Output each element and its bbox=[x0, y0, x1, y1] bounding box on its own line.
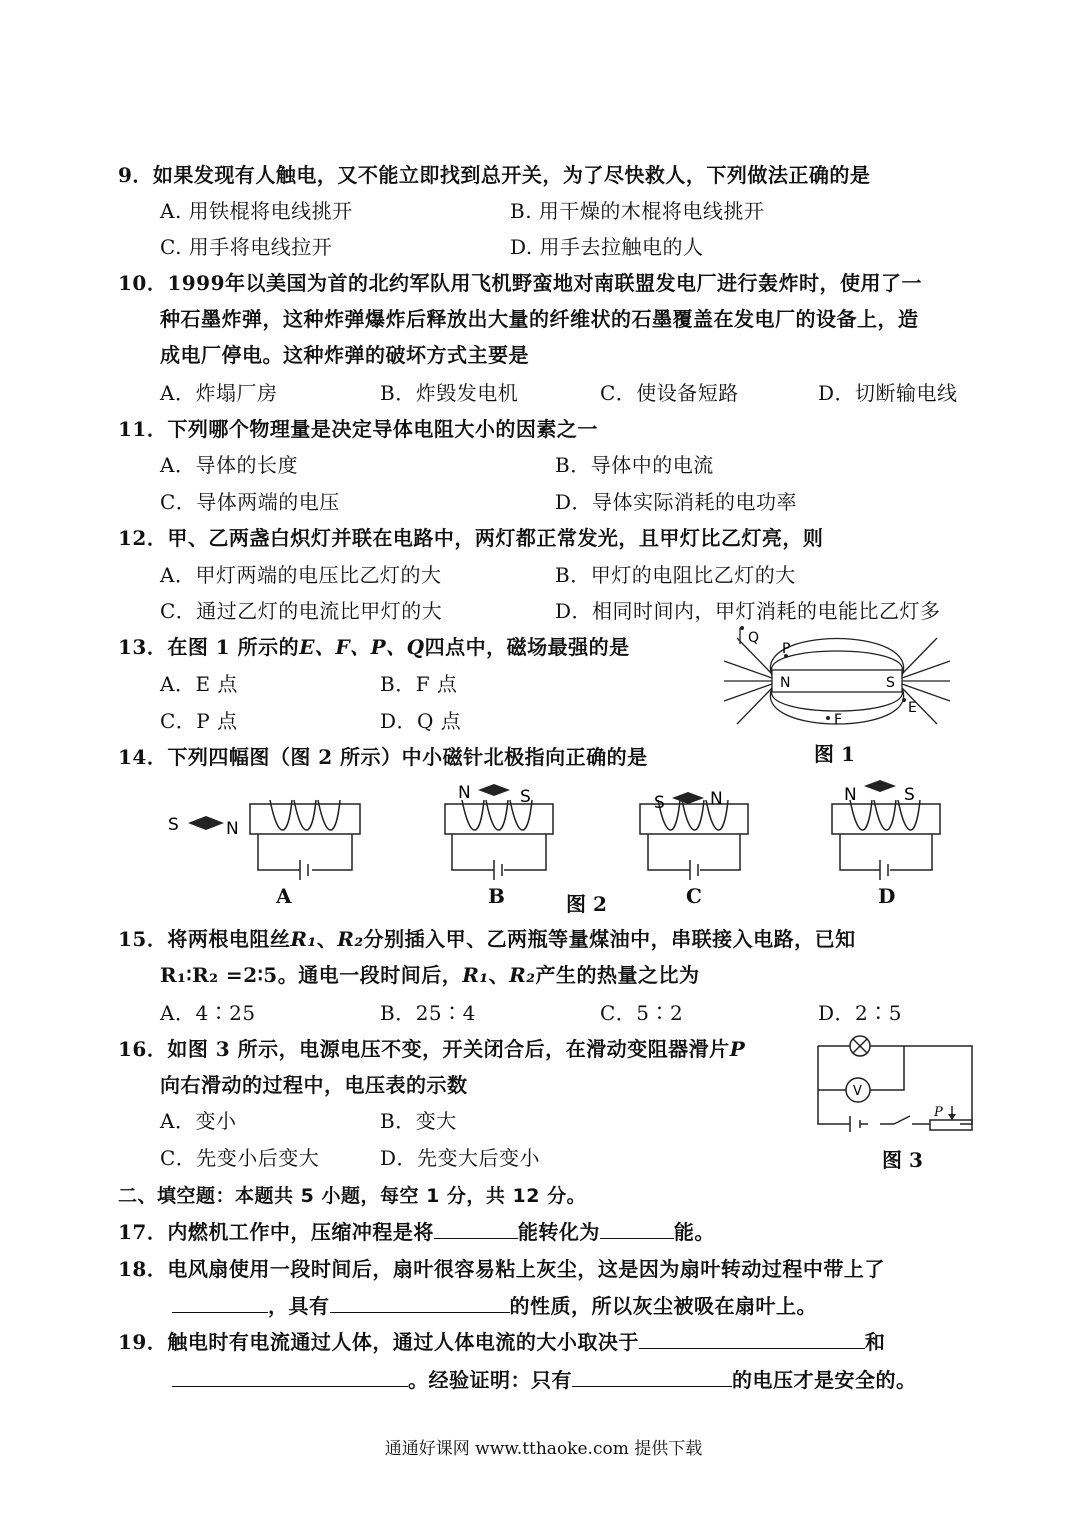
q19-line2-mid: 。经验证明：只有 bbox=[408, 1368, 572, 1392]
q10-option-a: A．炸塌厂房 bbox=[160, 381, 278, 405]
q19-line1-pre: 19．触电时有电流通过人体，通过人体电流的大小取决于 bbox=[118, 1330, 639, 1354]
q18-mid: ，具有 bbox=[268, 1294, 330, 1318]
fig2-d-left-pole: N bbox=[844, 785, 857, 805]
q19-blank-1[interactable] bbox=[639, 1328, 865, 1349]
q19-line2 bbox=[172, 1366, 917, 1393]
q11-option-b: B．导体中的电流 bbox=[555, 453, 714, 477]
fig1-label-p: P bbox=[782, 641, 791, 657]
q9-stem: 9．如果发现有人触电，又不能立即找到总开关，为了尽快救人，下列做法正确的是 bbox=[118, 163, 871, 187]
q15-line1 bbox=[118, 926, 856, 952]
figure-2-panel-a bbox=[160, 790, 370, 880]
q11-option-c: C．导体两端的电压 bbox=[160, 490, 340, 514]
q10-line1: 10．1999年以美国为首的北约军队用飞机野蛮地对南联盟发电厂进行轰炸时，使用了一 bbox=[118, 271, 922, 295]
q12-option-c: C．通过乙灯的电流比甲灯的大 bbox=[160, 599, 443, 623]
q9-option-b: B. 用干燥的木棍将电线挑开 bbox=[510, 199, 765, 223]
figure-2-caption: 图 2 bbox=[566, 892, 607, 916]
figure-1-caption: 图 1 bbox=[814, 742, 855, 766]
q16-line1 bbox=[118, 1036, 745, 1062]
q9-option-c: C. 用手将电线拉开 bbox=[160, 235, 333, 259]
fig3-voltmeter-label: V bbox=[853, 1084, 862, 1099]
page-footer: 通通好课网 www.tthaoke.com 提供下载 bbox=[384, 1439, 703, 1459]
fig2-d-right-pole: S bbox=[904, 785, 915, 805]
q11-option-a: A．导体的长度 bbox=[160, 453, 298, 477]
q16-p: P bbox=[729, 1037, 746, 1061]
q13-stem-pre: 13．在图 1 所示的 bbox=[118, 635, 300, 659]
q15-option-a: A．4∶25 bbox=[160, 1001, 256, 1025]
q12-option-d: D．相同时间内，甲灯消耗的电能比乙灯多 bbox=[555, 599, 941, 623]
q13-option-d: D．Q 点 bbox=[380, 709, 462, 733]
q16-option-a: A．变小 bbox=[160, 1109, 237, 1133]
q9-option-d: D. 用手去拉触电的人 bbox=[510, 235, 704, 259]
q17-blank-2[interactable] bbox=[600, 1218, 674, 1239]
fig2-letter-a: A bbox=[276, 884, 292, 908]
q16-option-d: D．先变大后变小 bbox=[380, 1146, 541, 1170]
q17-pre: 17．内燃机工作中，压缩冲程是将 bbox=[118, 1220, 434, 1244]
fig2-b-right-pole: S bbox=[520, 787, 531, 807]
q17-blank-1[interactable] bbox=[434, 1218, 518, 1239]
q13-stem-post: 四点中，磁场最强的是 bbox=[424, 635, 630, 659]
q15-sep-b: 、 bbox=[488, 963, 510, 987]
q19-blank-2[interactable] bbox=[172, 1366, 408, 1387]
figure-3-circuit bbox=[810, 1034, 980, 1144]
figure-1-bar-magnet bbox=[722, 626, 952, 738]
q18-blank-1[interactable] bbox=[172, 1292, 268, 1313]
q11-option-d: D．导体实际消耗的电功率 bbox=[555, 490, 798, 514]
q12-option-b: B．甲灯的电阻比乙灯的大 bbox=[555, 563, 796, 587]
q10-option-c: C．使设备短路 bbox=[600, 381, 739, 405]
q19-line1-post: 和 bbox=[864, 1330, 886, 1354]
q16-line1-pre: 16．如图 3 所示，电源电压不变，开关闭合后，在滑动变阻器滑片 bbox=[118, 1037, 730, 1061]
q19-line2-post: 的电压才是安全的。 bbox=[732, 1368, 917, 1392]
q15-r1: R₁ bbox=[290, 927, 317, 951]
section-2-heading: 二、填空题：本题共 5 小题，每空 1 分，共 12 分。 bbox=[118, 1185, 587, 1207]
q15-line2-post: 产生的热量之比为 bbox=[535, 963, 700, 987]
figure-2-panel-d bbox=[828, 778, 948, 880]
q10-option-d: D．切断输电线 bbox=[818, 381, 958, 405]
q19-blank-3[interactable] bbox=[572, 1366, 732, 1387]
figure-3-caption: 图 3 bbox=[882, 1148, 923, 1172]
q16-option-c: C．先变小后变大 bbox=[160, 1146, 320, 1170]
fig2-a-left-pole: S bbox=[168, 815, 179, 835]
fig2-letter-c: C bbox=[686, 884, 702, 908]
rheostat-icon bbox=[930, 1120, 972, 1130]
q18-line1: 18．电风扇使用一段时间后，扇叶很容易粘上灰尘，这是因为扇叶转动过程中带上了 bbox=[118, 1257, 885, 1281]
q10-line3: 成电厂停电。这种炸弹的破坏方式主要是 bbox=[160, 343, 529, 367]
q19-line1 bbox=[118, 1328, 885, 1355]
q14-stem: 14．下列四幅图（图 2 所示）中小磁针北极指向正确的是 bbox=[118, 745, 648, 769]
q15-line2 bbox=[160, 962, 700, 988]
fig3-slider-label: P bbox=[934, 1105, 943, 1120]
q15-option-b: B．25∶4 bbox=[380, 1001, 476, 1025]
q13-option-c: C．P 点 bbox=[160, 709, 238, 733]
q13-option-b: B．F 点 bbox=[380, 672, 458, 696]
fig1-label-n: N bbox=[780, 675, 791, 691]
q15-line1-pre: 15．将两根电阻丝 bbox=[118, 927, 291, 951]
q12-option-a: A．甲灯两端的电压比乙灯的大 bbox=[160, 563, 442, 587]
q15-r1-b: R₁ bbox=[462, 963, 489, 987]
q13-stem bbox=[118, 634, 630, 660]
q17-post: 能。 bbox=[673, 1220, 715, 1244]
q18-line2 bbox=[172, 1292, 817, 1319]
q13-option-a: A．E 点 bbox=[160, 672, 238, 696]
magnet-bar bbox=[772, 670, 902, 692]
fig2-a-right-pole: N bbox=[226, 819, 239, 839]
fig2-b-left-pole: N bbox=[458, 783, 471, 803]
fig2-c-left-pole: S bbox=[654, 793, 665, 813]
q15-option-c: C．5∶2 bbox=[600, 1001, 684, 1025]
q10-line2: 种石墨炸弹，这种炸弹爆炸后释放出大量的纤维状的石墨覆盖在发电厂的设备上，造 bbox=[160, 307, 919, 331]
q15-sep: 、 bbox=[316, 927, 338, 951]
q15-line1-post: 分别插入甲、乙两瓶等量煤油中，串联接入电路，已知 bbox=[363, 927, 856, 951]
fig1-label-s: S bbox=[886, 675, 895, 691]
fig2-c-right-pole: N bbox=[710, 789, 723, 809]
q10-option-b: B．炸毁发电机 bbox=[380, 381, 519, 405]
fig1-label-q: Q bbox=[748, 630, 760, 646]
fig2-letter-d: D bbox=[878, 884, 896, 908]
q15-r2: R₂ bbox=[337, 927, 364, 951]
fig1-label-f: F bbox=[834, 712, 843, 728]
q15-line2-mid: 。通电一段时间后， bbox=[277, 963, 463, 987]
q9-option-a: A. 用铁棍将电线挑开 bbox=[160, 199, 353, 223]
q17-mid: 能转化为 bbox=[517, 1220, 600, 1244]
fig1-label-e: E bbox=[908, 700, 917, 716]
q16-line2: 向右滑动的过程中，电压表的示数 bbox=[160, 1073, 468, 1097]
q18-post: 的性质，所以灰尘被吸在扇叶上。 bbox=[509, 1294, 817, 1318]
q11-stem: 11．下列哪个物理量是决定导体电阻大小的因素之一 bbox=[118, 417, 598, 441]
q18-blank-2[interactable] bbox=[330, 1292, 510, 1313]
q16-option-b: B．变大 bbox=[380, 1109, 457, 1133]
q15-option-d: D．2∶5 bbox=[818, 1001, 902, 1025]
q17 bbox=[118, 1218, 715, 1245]
fig2-letter-b: B bbox=[488, 884, 505, 908]
figure-2-panel-b bbox=[440, 780, 560, 880]
q12-stem: 12．甲、乙两盏白炽灯并联在电路中，两灯都正常发光，且甲灯比乙灯亮，则 bbox=[118, 526, 824, 550]
q15-ratio: R₁∶R₂ =2∶5 bbox=[160, 963, 278, 987]
figure-2-panel-c bbox=[638, 780, 758, 880]
q15-r2-b: R₂ bbox=[509, 963, 536, 987]
q13-stem-vars: E、F、P、Q bbox=[299, 635, 425, 659]
